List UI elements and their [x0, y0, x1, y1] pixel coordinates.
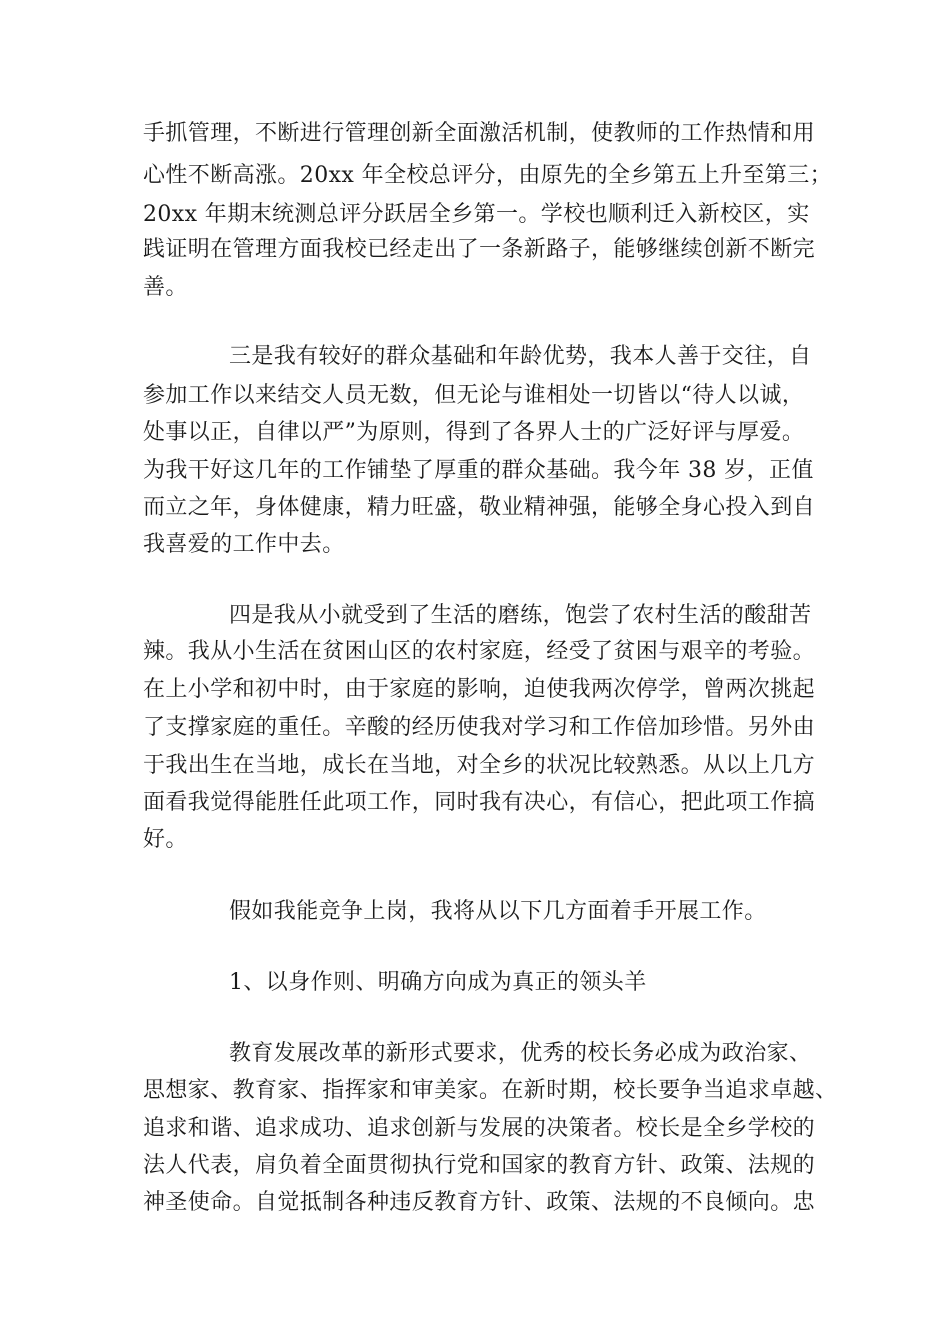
- paragraph-first-line: 四是我从小就受到了生活的磨练，饱尝了农村生活的酸甜苦: [229, 603, 812, 628]
- text-line: 于我出生在当地，成长在当地，对全乡的状况比较熟悉。从以上几方: [143, 753, 816, 778]
- paragraph-first-line: 三是我有较好的群众基础和年龄优势，我本人善于交往，自: [229, 344, 812, 369]
- text-line: 面看我觉得能胜任此项工作，同时我有决心，有信心，把此项工作搞: [143, 790, 816, 815]
- text-line: 在上小学和初中时，由于家庭的影响，迫使我两次停学，曾两次挑起: [143, 677, 816, 702]
- text-line: 好。: [143, 827, 188, 852]
- paragraph-first-line: 假如我能竞争上岗，我将从以下几方面着手开展工作。: [229, 899, 767, 924]
- text-line: 而立之年，身体健康，精力旺盛，敬业精神强，能够全身心投入到自: [143, 495, 816, 520]
- text-line: 我喜爱的工作中去。: [143, 532, 345, 557]
- text-line: 心性不断高涨。20xx 年全校总评分，由原先的全乡第五上升至第三；: [143, 163, 833, 188]
- paragraph-first-line: 教育发展改革的新形式要求，优秀的校长务必成为政治家、: [229, 1041, 812, 1066]
- text-line: 追求和谐、追求成功、追求创新与发展的决策者。校长是全乡学校的: [143, 1116, 816, 1141]
- section-heading: 1、以身作则、明确方向成为真正的领头羊: [229, 970, 647, 995]
- text-line: 辣。我从小生活在贫困山区的农村家庭，经受了贫困与艰辛的考验。: [143, 639, 816, 664]
- text-line: 参加工作以来结交人员无数，但无论与谁相处一切皆以“待人以诚，: [143, 383, 805, 408]
- text-line: 了支撑家庭的重任。辛酸的经历使我对学习和工作倍加珍惜。另外由: [143, 715, 816, 740]
- text-line: 法人代表，肩负着全面贯彻执行党和国家的教育方针、政策、法规的: [143, 1153, 816, 1178]
- text-line: 处事以正，自律以严”为原则，得到了各界人士的广泛好评与厚爱。: [143, 420, 805, 445]
- text-line: 手抓管理，不断进行管理创新全面激活机制，使教师的工作热情和用: [143, 121, 816, 146]
- text-line: 思想家、教育家、指挥家和审美家。在新时期，校长要争当追求卓越、: [143, 1078, 838, 1103]
- text-line: 善。: [143, 275, 188, 300]
- text-line: 践证明在管理方面我校已经走出了一条新路子，能够继续创新不断完: [143, 237, 816, 262]
- text-line: 神圣使命。自觉抵制各种违反教育方针、政策、法规的不良倾向。忠: [143, 1190, 816, 1215]
- text-line: 为我干好这几年的工作铺垫了厚重的群众基础。我今年 38 岁，正值: [143, 458, 814, 483]
- text-line: 20xx 年期末统测总评分跃居全乡第一。学校也顺利迁入新校区，实: [143, 202, 810, 227]
